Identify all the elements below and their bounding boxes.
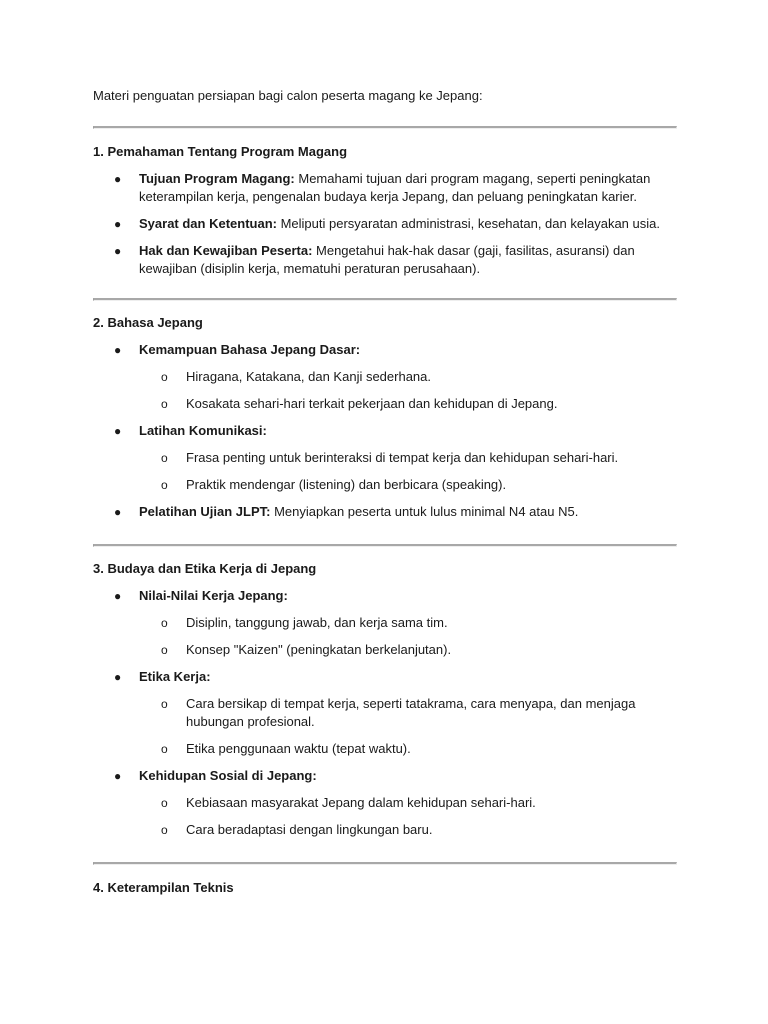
section-title-4: 4. Keterampilan Teknis <box>93 880 234 895</box>
item-label: Syarat dan Ketentuan: <box>139 216 277 231</box>
sub-item-text: Hiragana, Katakana, dan Kanji sederhana. <box>186 369 432 384</box>
item-label: Latihan Komunikasi: <box>139 423 267 438</box>
circle-bullet-icon: o <box>161 616 168 630</box>
item-label: Kemampuan Bahasa Jepang Dasar: <box>139 342 361 357</box>
item-label: Pelatihan Ujian JLPT: <box>139 504 271 519</box>
sub-item-text: Cara bersikap di tempat kerja, seperti tatakrama, cara menyapa, dan menjaga hubungan profesional. <box>186 696 636 729</box>
item-label: Hak dan Kewajiban Peserta: <box>139 243 313 258</box>
bullet-icon: ● <box>114 343 122 357</box>
section-1 <box>93 143 675 278</box>
divider-4 <box>93 862 677 865</box>
section-4 <box>93 879 675 897</box>
bullet-icon: ● <box>114 769 122 783</box>
circle-bullet-icon: o <box>161 742 168 756</box>
list-item <box>93 170 675 206</box>
bullet-icon: ● <box>114 172 122 186</box>
section-3 <box>93 560 675 839</box>
sub-item-text: Frasa penting untuk berinteraksi di tempat kerja dan kehidupan sehari-hari. <box>186 450 619 465</box>
item-label: Etika Kerja: <box>139 669 211 684</box>
circle-bullet-icon: o <box>161 643 168 657</box>
sub-item-text: Kebiasaan masyarakat Jepang dalam kehidupan sehari-hari. <box>186 795 536 810</box>
item-label: Kehidupan Sosial di Jepang: <box>139 768 317 783</box>
section-2-list <box>93 341 675 521</box>
section-title-2: 2. Bahasa Jepang <box>93 315 203 330</box>
sub-item-text: Kosakata sehari-hari terkait pekerjaan dan kehidupan di Jepang. <box>186 396 558 411</box>
sub-list-item <box>93 695 675 731</box>
sub-list-item <box>93 395 675 413</box>
sub-list <box>139 368 675 413</box>
divider-2 <box>93 298 677 301</box>
sub-list-item <box>93 368 675 386</box>
sub-list-item <box>93 476 675 494</box>
sub-list-item <box>93 641 675 659</box>
section-2 <box>93 314 675 521</box>
item-text: Meliputi persyaratan administrasi, kesehatan, dan kelayakan usia. <box>276 216 660 231</box>
circle-bullet-icon: o <box>161 370 168 384</box>
sub-item-text: Cara beradaptasi dengan lingkungan baru. <box>186 822 433 837</box>
bullet-icon: ● <box>114 505 122 519</box>
sub-list-item <box>93 821 675 839</box>
sub-list-item <box>93 614 675 632</box>
circle-bullet-icon: o <box>161 697 168 711</box>
list-item <box>93 503 675 521</box>
sub-list-item <box>93 740 675 758</box>
sub-item-text: Disiplin, tanggung jawab, dan kerja sama tim. <box>186 615 448 630</box>
section-3-list <box>93 587 675 839</box>
circle-bullet-icon: o <box>161 478 168 492</box>
item-text: Mengetahui hak-hak dasar (gaji, fasilitas, asuransi) dan kewajiban (disiplin kerja, mematuhi peraturan perusahaan). <box>139 243 635 276</box>
divider-1 <box>93 126 677 129</box>
bullet-icon: ● <box>114 589 122 603</box>
section-title-1: 1. Pemahaman Tentang Program Magang <box>93 144 348 159</box>
sub-list <box>139 695 675 758</box>
sub-list-item <box>93 449 675 467</box>
sub-item-text: Konsep "Kaizen" (peningkatan berkelanjutan). <box>186 642 452 657</box>
list-item <box>93 668 675 758</box>
item-text: Menyiapkan peserta untuk lulus minimal N4 atau N5. <box>270 504 579 519</box>
sub-item-text: Praktik mendengar (listening) dan berbicara (speaking). <box>186 477 507 492</box>
section-1-list <box>93 170 675 278</box>
circle-bullet-icon: o <box>161 796 168 810</box>
list-item <box>93 587 675 659</box>
sub-item-text: Etika penggunaan waktu (tepat waktu). <box>186 741 411 756</box>
bullet-icon: ● <box>114 670 122 684</box>
list-item <box>93 215 675 233</box>
item-label: Tujuan Program Magang: <box>139 171 295 186</box>
item-label: Nilai-Nilai Kerja Jepang: <box>139 588 288 603</box>
sub-list <box>139 794 675 839</box>
circle-bullet-icon: o <box>161 451 168 465</box>
divider-3 <box>93 544 677 547</box>
bullet-icon: ● <box>114 217 122 231</box>
list-item <box>93 341 675 413</box>
circle-bullet-icon: o <box>161 397 168 411</box>
list-item <box>93 242 675 278</box>
circle-bullet-icon: o <box>161 823 168 837</box>
bullet-icon: ● <box>114 424 122 438</box>
bullet-icon: ● <box>114 244 122 258</box>
sub-list <box>139 449 675 494</box>
list-item <box>93 422 675 494</box>
list-item <box>93 767 675 839</box>
sub-list-item <box>93 794 675 812</box>
sub-list <box>139 614 675 659</box>
item-text: Memahami tujuan dari program magang, seperti peningkatan keterampilan kerja, pengenalan budaya kerja Jepang, dan peluang peningkatan karier. <box>139 171 651 204</box>
section-title-3: 3. Budaya dan Etika Kerja di Jepang <box>93 561 317 576</box>
intro-text: Materi penguatan persiapan bagi calon peserta magang ke Jepang: <box>93 88 483 103</box>
